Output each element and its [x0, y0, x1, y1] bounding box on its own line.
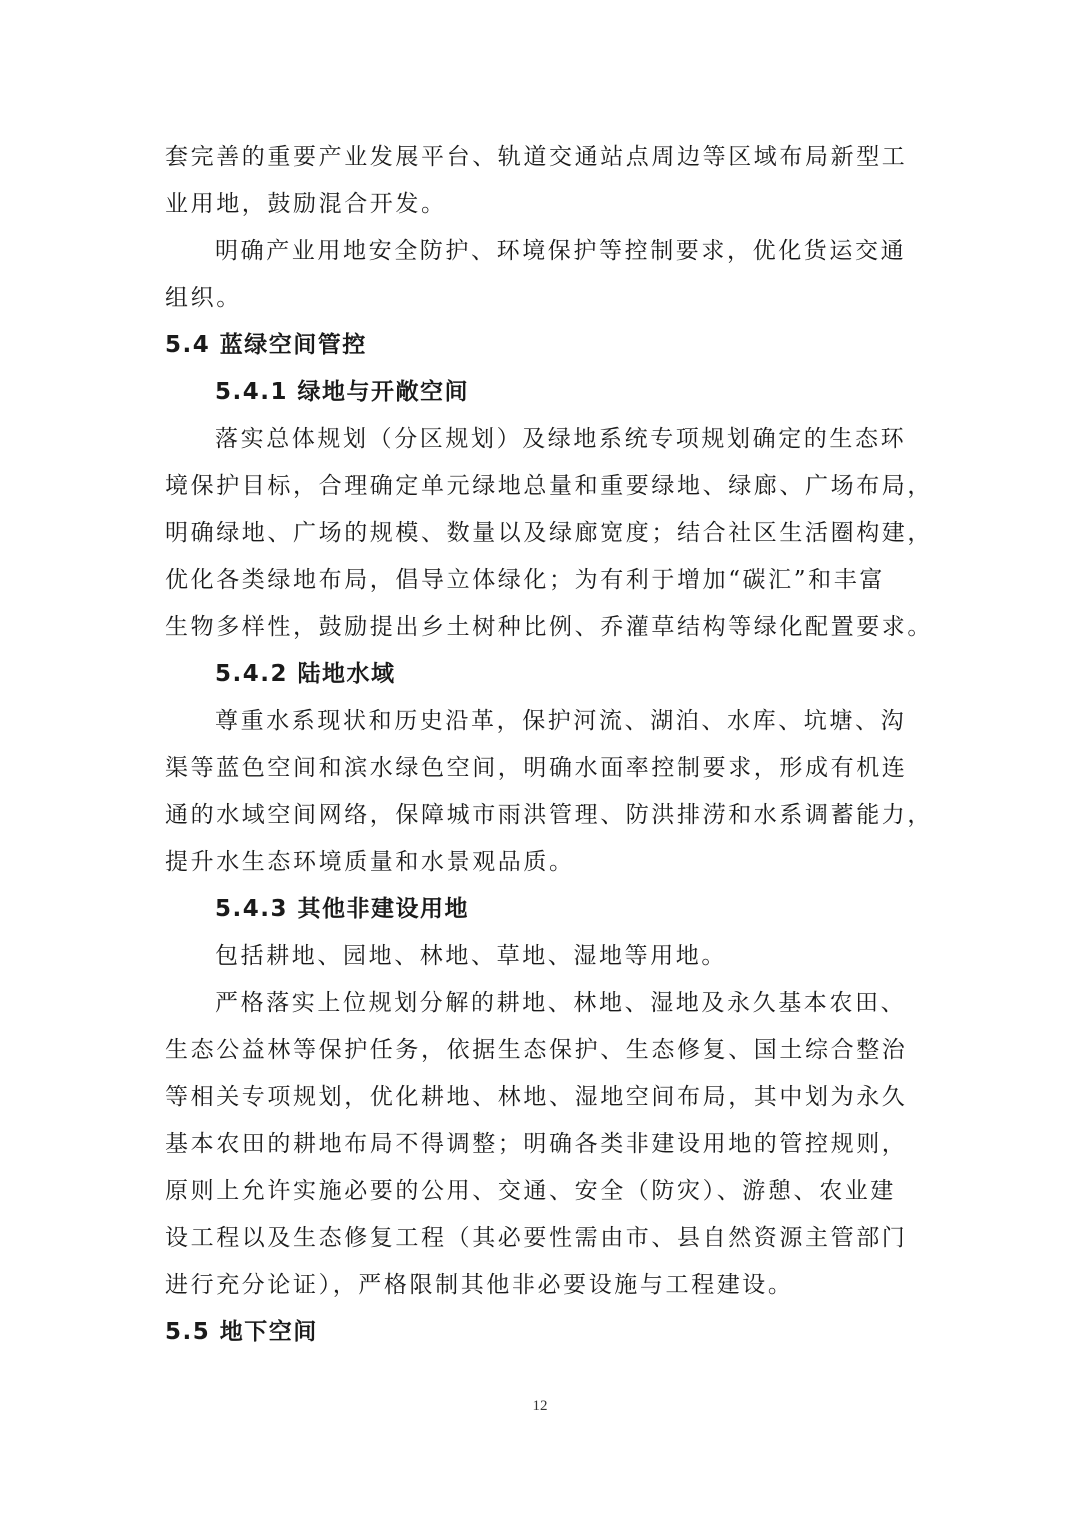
subsection-heading: 5.4.3 其他非建设用地: [215, 896, 469, 922]
paragraph-line: 明确绿地、广场的规模、数量以及绿廊宽度；结合社区生活圈构建，: [165, 520, 933, 546]
paragraph-line: 包括耕地、园地、林地、草地、湿地等用地。: [215, 943, 727, 969]
paragraph-line: 优化各类绿地布局，倡导立体绿化；为有利于增加“碳汇”和丰富: [165, 567, 885, 593]
paragraph-line: 进行充分论证），严格限制其他非必要设施与工程建设。: [165, 1272, 794, 1298]
page-number: 12: [532, 1398, 548, 1414]
paragraph-line: 基本农田的耕地布局不得调整；明确各类非建设用地的管控规则，: [165, 1131, 908, 1157]
paragraph-line: 尊重水系现状和历史沿革，保护河流、湖泊、水库、坑塘、沟: [215, 708, 907, 734]
paragraph-line: 生物多样性，鼓励提出乡土树种比例、乔灌草结构等绿化配置要求。: [165, 614, 933, 640]
paragraph-line: 渠等蓝色空间和滨水绿色空间，明确水面率控制要求，形成有机连: [165, 755, 908, 781]
section-heading: 5.5 地下空间: [165, 1319, 318, 1345]
paragraph-line: 生态公益林等保护任务，依据生态保护、生态修复、国土综合整治: [165, 1037, 908, 1063]
subsection-heading: 5.4.2 陆地水域: [215, 661, 396, 687]
paragraph-line: 境保护目标，合理确定单元绿地总量和重要绿地、绿廊、广场布局，: [165, 473, 933, 499]
paragraph-line: 落实总体规划（分区规划）及绿地系统专项规划确定的生态环: [215, 426, 907, 452]
subsection-heading: 5.4.1 绿地与开敞空间: [215, 379, 469, 405]
section-heading: 5.4 蓝绿空间管控: [165, 332, 367, 358]
paragraph-line: 通的水域空间网络，保障城市雨洪管理、防洪排涝和水系调蓄能力，: [165, 802, 933, 828]
paragraph-line: 明确产业用地安全防护、环境保护等控制要求，优化货运交通: [215, 238, 907, 264]
paragraph-line: 组织。: [165, 285, 242, 311]
paragraph-line: 提升水生态环境质量和水景观品质。: [165, 849, 575, 875]
paragraph-line: 套完善的重要产业发展平台、轨道交通站点周边等区域布局新型工: [165, 144, 908, 170]
paragraph-line: 原则上允许实施必要的公用、交通、安全（防灾）、游憩、农业建: [165, 1178, 896, 1204]
paragraph-line: 严格落实上位规划分解的耕地、林地、湿地及永久基本农田、: [215, 990, 907, 1016]
paragraph-line: 业用地，鼓励混合开发。: [165, 191, 447, 217]
page-body: [165, 134, 933, 1356]
paragraph-line: 设工程以及生态修复工程（其必要性需由市、县自然资源主管部门: [165, 1225, 908, 1251]
paragraph-line: 等相关专项规划，优化耕地、林地、湿地空间布局，其中划为永久: [165, 1084, 908, 1110]
